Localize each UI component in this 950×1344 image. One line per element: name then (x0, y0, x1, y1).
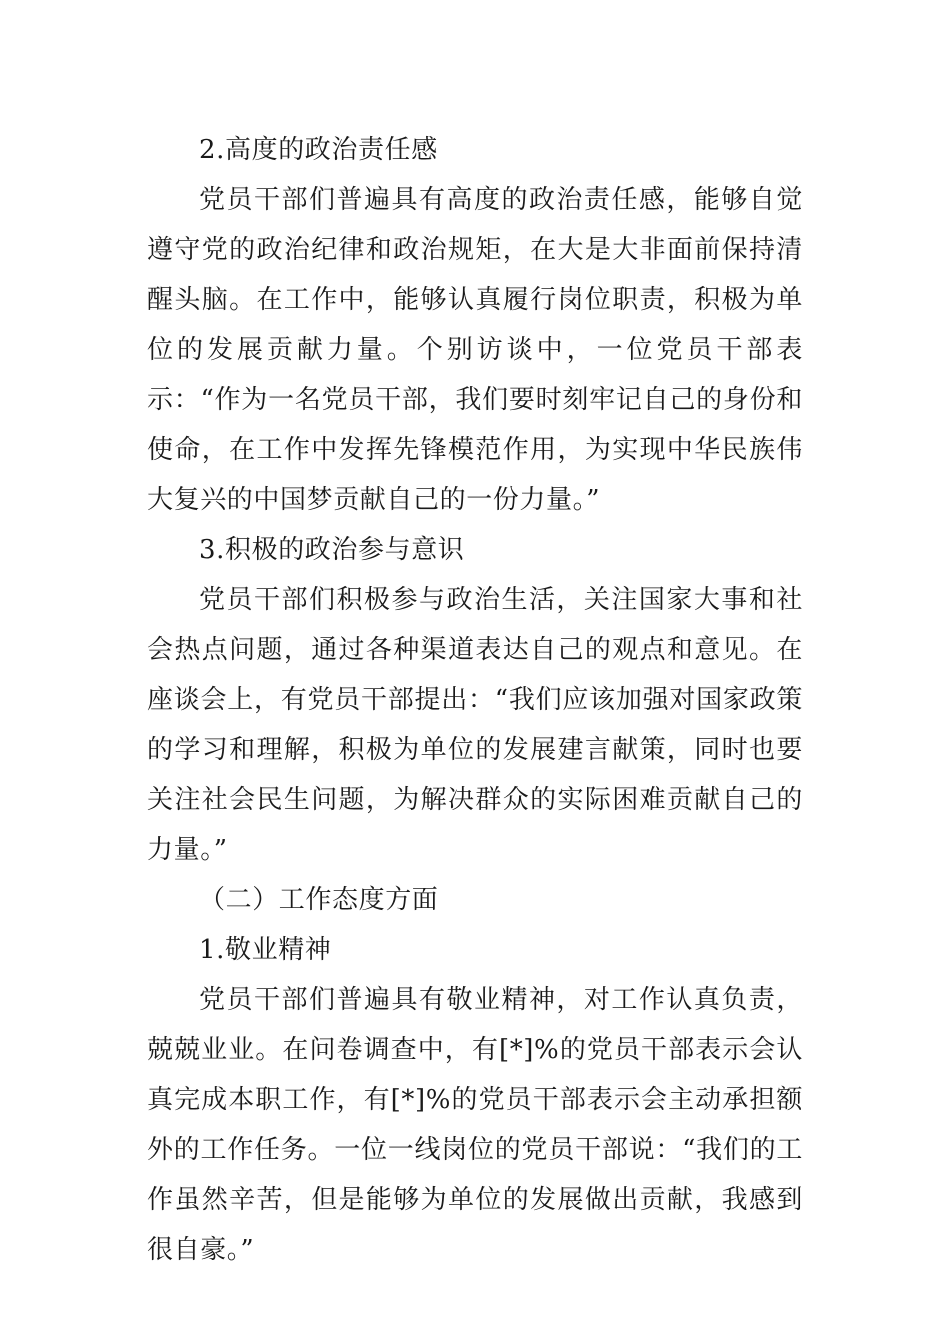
section-heading-dedication: 1.敬业精神 (199, 935, 332, 965)
paragraph-political-responsibility: 党员干部们普遍具有高度的政治责任感，能够自觉遵守党的政治纪律和政治规矩，在大是大非面前保持清醒头脑。在工作中，能够认真履行岗位职责，积极为单位的发展贡献力量。个别访谈中，一位党员干部表示：“作为一名党员干部，我们要时刻牢记自己的身份和使命，在工作中发挥先锋模范作用，为实现中华民族伟大复兴的中国梦贡献自己的一份力量。” (147, 185, 803, 515)
paragraph-political-participation: 党员干部们积极参与政治生活，关注国家大事和社会热点问题，通过各种渠道表达自己的观点和意见。在座谈会上，有党员干部提出：“我们应该加强对国家政策的学习和理解，积极为单位的发展建言献策，同时也要关注社会民生问题，为解决群众的实际困难贡献自己的力量。” (147, 585, 803, 865)
section-heading-political-participation: 3.积极的政治参与意识 (199, 535, 465, 565)
document-body (147, 125, 803, 1275)
section-heading-political-responsibility: 2.高度的政治责任感 (199, 135, 438, 165)
section-heading-work-attitude: （二）工作态度方面 (199, 885, 439, 915)
paragraph-dedication: 党员干部们普遍具有敬业精神，对工作认真负责，兢兢业业。在问卷调查中，有[*]%的党员干部表示会认真完成本职工作，有[*]%的党员干部表示会主动承担额外的工作任务。一位一线岗位的党员干部说：“我们的工作虽然辛苦，但是能够为单位的发展做出贡献，我感到很自豪。” (147, 985, 803, 1265)
